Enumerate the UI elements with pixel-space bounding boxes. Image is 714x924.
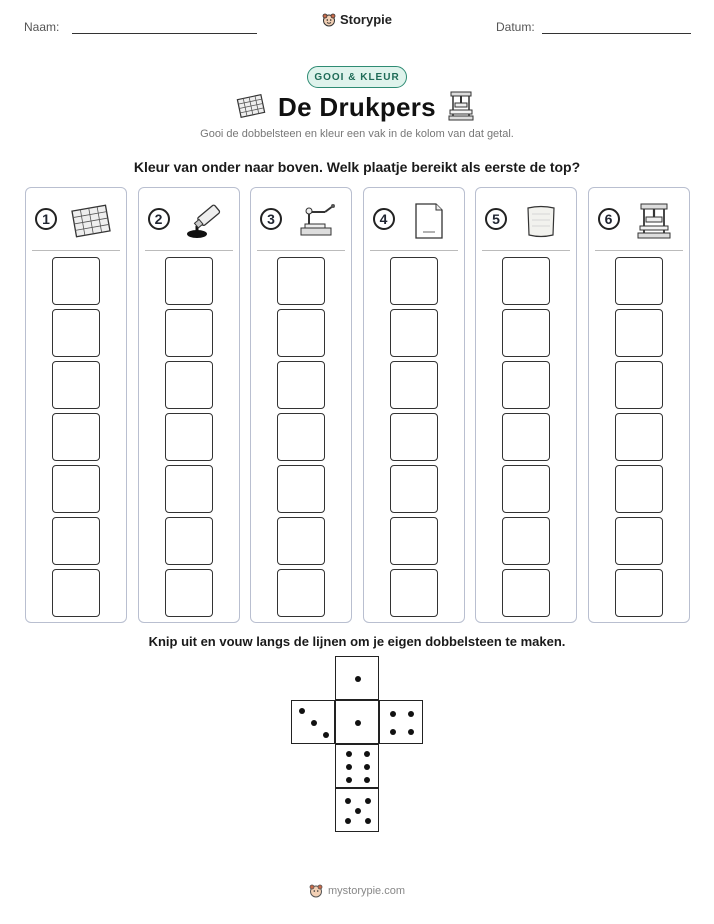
color-cell[interactable] [165,517,213,565]
color-cell[interactable] [615,569,663,617]
color-cell[interactable] [502,361,550,409]
dice-pip [345,798,351,804]
dice-pip [355,720,361,726]
stamp-press-icon [295,202,337,240]
color-cell[interactable] [277,257,325,305]
color-cell[interactable] [615,361,663,409]
instruction: Kleur van onder naar boven. Welk plaatje bereikt als eerste de top? [133,159,581,175]
column-header [364,188,464,250]
dice-pip [408,729,414,735]
color-cell[interactable] [502,465,550,513]
column-header [26,188,126,250]
color-cell[interactable] [615,413,663,461]
footer [0,884,714,903]
page-title: De Drukpers [278,92,436,122]
column-header [139,188,239,250]
dice-pip [346,751,352,757]
column-header [589,188,689,250]
storypie-logo-icon [309,884,323,898]
date-line[interactable] [542,33,691,34]
column-header [476,188,576,250]
color-cell[interactable] [615,517,663,565]
dice-face-3 [291,700,335,744]
color-cell[interactable] [502,569,550,617]
column-number: 4 [373,208,395,230]
column-2 [138,187,240,623]
column-1 [25,187,127,623]
color-cell[interactable] [615,465,663,513]
dice-face-1 [335,656,379,700]
dice-face-1 [335,700,379,744]
name-line[interactable] [72,33,257,34]
printing-press-icon [447,90,475,122]
dice-pip [390,711,396,717]
color-cell[interactable] [277,517,325,565]
dice-face-6 [335,744,379,788]
dice-face-5 [335,788,379,832]
column-5 [475,187,577,623]
color-cell[interactable] [390,517,438,565]
dice-pip [408,711,414,717]
color-cell[interactable] [165,569,213,617]
date-label: Datum: [496,20,535,34]
color-cell[interactable] [390,257,438,305]
color-cell[interactable] [502,309,550,357]
dice-pip [390,729,396,735]
column-number: 5 [485,208,507,230]
color-cell[interactable] [502,517,550,565]
printing-press-icon [633,202,675,240]
column-divider [482,250,570,251]
column-header [251,188,351,250]
color-cell[interactable] [165,257,213,305]
column-divider [145,250,233,251]
color-cell[interactable] [390,413,438,461]
dice-instruction: Knip uit en vouw langs de lijnen om je eigen dobbelsteen te maken. [148,634,566,649]
column-number: 3 [260,208,282,230]
color-cell[interactable] [390,309,438,357]
column-divider [32,250,120,251]
color-cell[interactable] [165,465,213,513]
color-cell[interactable] [165,413,213,461]
column-4 [363,187,465,623]
dice-face-4 [379,700,423,744]
dice-pip [355,808,361,814]
color-cell[interactable] [52,465,100,513]
dice-pip [311,720,317,726]
column-6 [588,187,690,623]
color-cell[interactable] [52,361,100,409]
column-divider [370,250,458,251]
color-cell[interactable] [615,257,663,305]
color-cell[interactable] [52,413,100,461]
dice-pip [299,708,305,714]
color-cell[interactable] [502,257,550,305]
column-number: 2 [148,208,170,230]
dice-pip [355,676,361,682]
color-cell[interactable] [52,569,100,617]
color-cell[interactable] [277,361,325,409]
color-cell[interactable] [390,569,438,617]
color-cell[interactable] [52,517,100,565]
color-cell[interactable] [390,465,438,513]
color-cell[interactable] [502,413,550,461]
storypie-logo-icon [322,13,336,27]
dice-pip [346,764,352,770]
page-subtitle: Gooi de dobbelsteen en kleur een vak in de kolom van dat getal. [200,128,514,140]
column-number: 6 [598,208,620,230]
dice-pip [365,818,371,824]
color-cell[interactable] [277,413,325,461]
dice-pip [364,751,370,757]
color-cell[interactable] [277,465,325,513]
color-cell[interactable] [277,569,325,617]
column-divider [257,250,345,251]
dice-pip [364,764,370,770]
activity-badge: GOOI & KLEUR [307,66,407,88]
brand-name: Storypie [339,12,392,27]
dice-pip [365,798,371,804]
color-cell[interactable] [615,309,663,357]
name-label: Naam: [24,20,60,34]
footer-url[interactable]: mystorypie.com [327,885,406,897]
column-divider [595,250,683,251]
color-cell[interactable] [165,361,213,409]
type-tray-icon [70,202,112,240]
brand [0,12,714,32]
column-number: 1 [35,208,57,230]
color-cell[interactable] [390,361,438,409]
dice-pip [345,818,351,824]
paper-roll-icon [520,202,562,240]
column-3 [250,187,352,623]
dice-pip [346,777,352,783]
dice-pip [323,732,329,738]
color-cell[interactable] [165,309,213,357]
color-cell[interactable] [52,257,100,305]
paper-sheet-icon [408,202,450,240]
ink-tube-icon [183,202,225,240]
dice-pip [364,777,370,783]
color-cell[interactable] [52,309,100,357]
color-cell[interactable] [277,309,325,357]
